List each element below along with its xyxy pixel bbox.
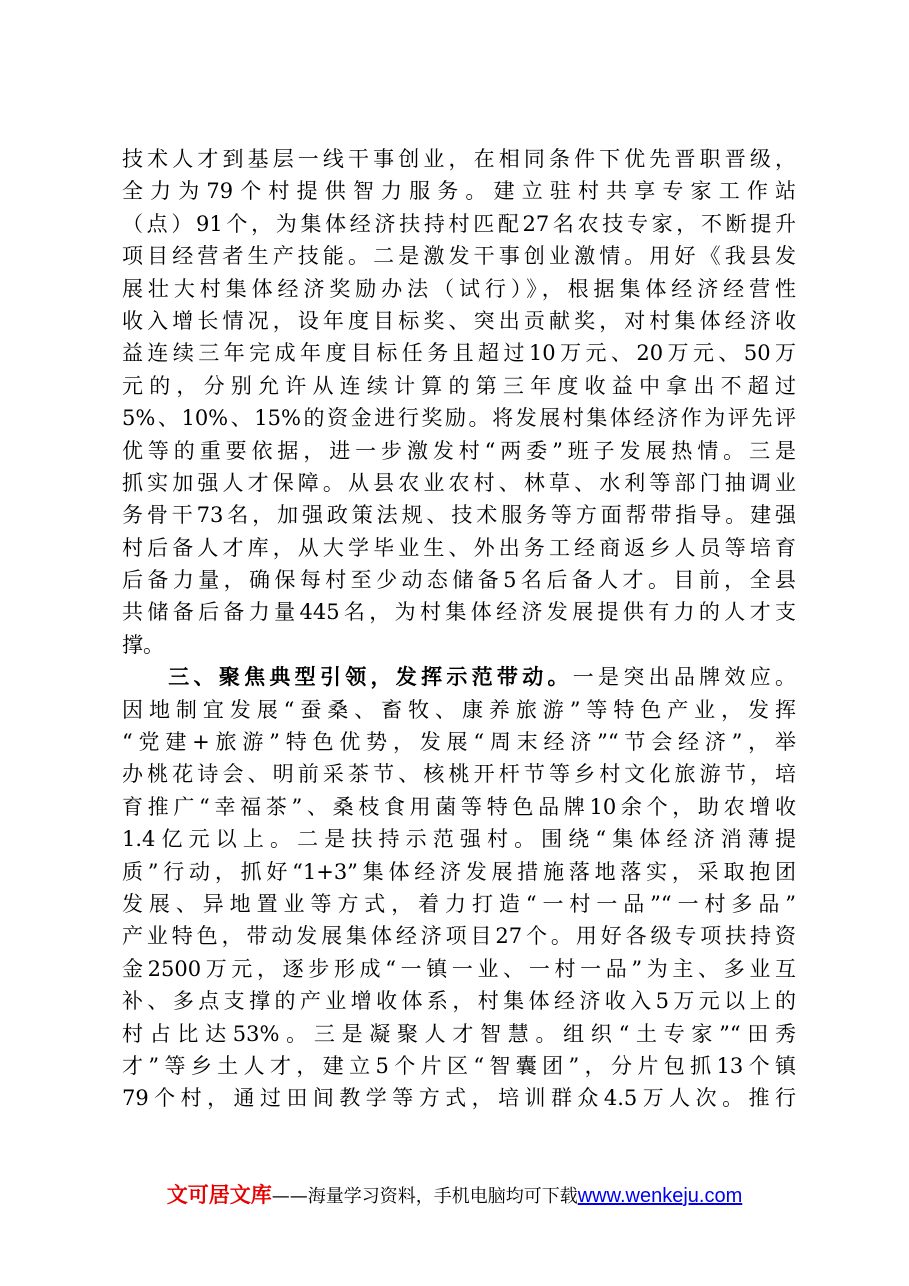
paragraph-line: 发展、异地置业等方式，着力打造“一村一品”“一村多品” [122,891,796,916]
paragraph-line: 共储备后备力量445名，为村集体经济发展提供有力的人才支 [122,600,796,625]
paragraph-line: 因地制宜发展“蚕桑、畜牧、康养旅游”等特色产业，发挥 [122,697,796,722]
paragraph-line: 展壮大村集体经济奖励办法（试行）》，根据集体经济经营性 [122,276,796,301]
paragraph-line: 村占比达53%。三是凝聚人才智慧。组织“土专家”“田秀 [122,1021,796,1046]
paragraph-line: 项目经营者生产技能。二是激发干事创业激情。用好《我县发 [122,244,796,269]
section-heading-rest: 一是突出品牌效应。 [572,665,797,690]
paragraph-line: 质”行动，抓好“1+3”集体经济发展措施落地落实，采取抱团 [122,859,796,884]
footer-banner [0,1180,909,1212]
paragraph-line: 79个村，通过田间教学等方式，培训群众4.5万人次。推行 [122,1086,796,1111]
paragraph-line: 补、多点支撑的产业增收体系，村集体经济收入5万元以上的 [122,989,796,1014]
paragraph-line: “党建+旅游”特色优势，发展“周末经济”“节会经济”，举 [122,730,796,755]
paragraph-line: （点）91个，为集体经济扶持村匹配27名农技专家，不断提升 [122,211,796,236]
paragraph-line: 后备力量，确保每村至少动态储备5名后备人才。目前，全县 [122,568,796,593]
paragraph-line: 撑。 [122,632,164,657]
section-heading-line [122,661,796,693]
paragraph-line: 村后备人才库，从大学毕业生、外出务工经商返乡人员等培育 [122,535,796,560]
paragraph-line: 务骨干73名，加强政策法规、技术服务等方面帮带指导。建强 [122,503,796,528]
paragraph-line: 益连续三年完成年度目标任务且超过10万元、20万元、50万 [122,341,796,366]
paragraph-line: 1.4亿元以上。二是扶持示范强村。围绕“集体经济消薄提 [122,827,796,852]
paragraph-line: 全力为79个村提供智力服务。建立驻村共享专家工作站 [122,179,796,204]
paragraph-line: 优等的重要依据，进一步激发村“两委”班子发展热情。三是 [122,438,796,463]
document-body [122,143,796,1115]
footer-url-link[interactable]: www.wenkeju.com [577,1185,743,1207]
paragraph-line: 抓实加强人才保障。从县农业农村、林草、水利等部门抽调业 [122,470,796,495]
footer-tagline: ——海量学习资料，手机电脑均可下载 [271,1186,578,1207]
paragraph-line: 金2500万元，逐步形成“一镇一业、一村一品”为主、多业互 [122,956,796,981]
paragraph-line: 收入增长情况，设年度目标奖、突出贡献奖，对村集体经济收 [122,308,796,333]
footer-brand: 文可居文库 [166,1183,272,1207]
paragraph-line: 技术人才到基层一线干事创业，在相同条件下优先晋职晋级， [122,147,796,171]
paragraph-line: 育推广“幸福茶”、桑枝食用菌等特色品牌10余个，助农增收 [122,794,796,819]
section-heading: 三、聚焦典型引领，发挥示范带动。 [164,664,573,690]
paragraph-line: 5%、10%、15%的资金进行奖励。将发展村集体经济作为评先评 [122,406,796,431]
paragraph-line: 元的，分别允许从连续计算的第三年度收益中拿出不超过 [122,373,796,398]
paragraph-line: 产业特色，带动发展集体经济项目27个。用好各级专项扶持资 [122,924,796,949]
paragraph-line: 才”等乡土人才，建立5个片区“智囊团”，分片包抓13个镇 [122,1053,796,1078]
paragraph-line: 办桃花诗会、明前采茶节、核桃开杆节等乡村文化旅游节，培 [122,762,796,787]
